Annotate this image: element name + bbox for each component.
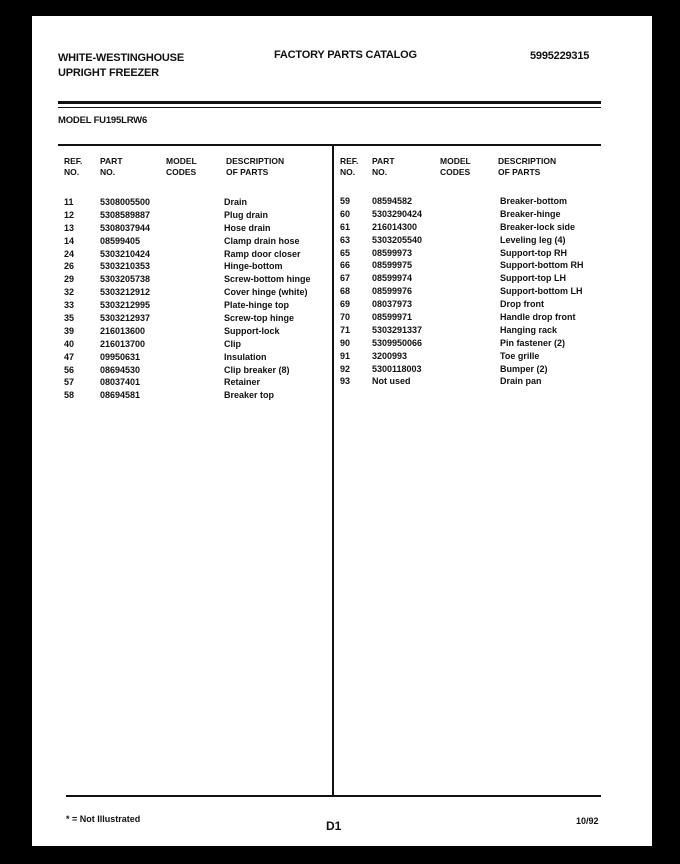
table-row bbox=[340, 285, 602, 298]
part-no: 5308005500 bbox=[100, 197, 151, 207]
part-no: 08599974 bbox=[372, 273, 413, 284]
table-row bbox=[340, 247, 602, 260]
part-description: Toe grille bbox=[500, 350, 540, 361]
part-description: Plug drain bbox=[224, 209, 269, 220]
ref-no: 65 bbox=[340, 247, 351, 258]
ref-no: 71 bbox=[340, 324, 351, 335]
part-description: Drain pan bbox=[500, 376, 542, 387]
table-row bbox=[64, 351, 326, 364]
table-row bbox=[64, 222, 326, 235]
col-part-header-right: PART NO. bbox=[372, 156, 395, 177]
ref-no: 39 bbox=[64, 325, 75, 336]
part-no: 08037973 bbox=[372, 299, 413, 310]
table-row bbox=[64, 248, 326, 261]
part-description: Hinge-bottom bbox=[224, 261, 283, 272]
table-row bbox=[64, 389, 326, 402]
part-no: 5303210353 bbox=[100, 261, 151, 272]
table-row bbox=[340, 337, 602, 350]
table-row bbox=[64, 196, 326, 209]
part-description: Support-top LH bbox=[500, 273, 566, 284]
part-no: 08599405 bbox=[100, 235, 141, 246]
table-row bbox=[64, 273, 326, 286]
part-no: 5303210424 bbox=[100, 248, 151, 259]
header-rule-thin bbox=[58, 107, 601, 108]
part-no: 5303205540 bbox=[372, 234, 423, 245]
parts-table-right bbox=[340, 195, 602, 388]
ref-no: 35 bbox=[64, 313, 75, 324]
table-row bbox=[64, 338, 326, 351]
part-no: 08694530 bbox=[100, 364, 141, 375]
part-no: 08694581 bbox=[100, 390, 141, 401]
part-no: 08037401 bbox=[100, 377, 141, 388]
ref-no: 92 bbox=[340, 363, 351, 374]
header-rule-thick bbox=[58, 101, 601, 104]
part-no: 216014300 bbox=[372, 221, 418, 232]
ref-no: 63 bbox=[340, 234, 351, 245]
ref-no: 93 bbox=[340, 376, 351, 387]
part-no: 5303212937 bbox=[100, 313, 151, 324]
part-description: Drop front bbox=[500, 299, 544, 310]
table-row bbox=[340, 324, 602, 337]
table-row bbox=[340, 311, 602, 324]
brand-line1: WHITE-WESTINGHOUSE bbox=[58, 52, 184, 64]
ref-no: 40 bbox=[64, 338, 75, 349]
catalog-number: 5995229315 bbox=[530, 50, 590, 62]
catalog-title: FACTORY PARTS CATALOG bbox=[274, 49, 417, 61]
ref-no: 11 bbox=[64, 197, 74, 207]
part-description: Hanging rack bbox=[500, 324, 558, 335]
part-no: 3200993 bbox=[372, 350, 408, 361]
part-no: 5303212912 bbox=[100, 287, 151, 298]
part-no: 5303205738 bbox=[100, 274, 151, 285]
column-divider bbox=[332, 146, 334, 796]
col-desc-header-right: DESCRIPTION OF PARTS bbox=[498, 156, 557, 177]
part-no: 08594582 bbox=[372, 196, 413, 206]
ref-no: 56 bbox=[64, 364, 75, 375]
part-description: Support-lock bbox=[224, 325, 280, 336]
ref-no: 61 bbox=[340, 221, 351, 232]
revision-date: 10/92 bbox=[576, 816, 599, 826]
part-no: 5303290424 bbox=[372, 208, 423, 219]
ref-no: 32 bbox=[64, 287, 75, 298]
ref-no: 69 bbox=[340, 299, 351, 310]
part-description: Bumper (2) bbox=[500, 363, 548, 374]
part-description: Clip breaker (8) bbox=[224, 364, 290, 375]
ref-no: 29 bbox=[64, 274, 75, 285]
part-description: Ramp door closer bbox=[224, 248, 301, 259]
part-no: 5300118003 bbox=[372, 363, 422, 374]
part-no: 08599971 bbox=[372, 312, 413, 323]
table-row bbox=[340, 350, 602, 363]
ref-no: 58 bbox=[64, 390, 75, 401]
part-no: 5309950066 bbox=[372, 337, 423, 348]
part-description: Plate-hinge top bbox=[224, 300, 289, 311]
table-row bbox=[340, 221, 602, 234]
part-description: Insulation bbox=[224, 351, 267, 362]
table-row bbox=[64, 376, 326, 389]
table-row bbox=[340, 298, 602, 311]
part-no: 5308589887 bbox=[100, 209, 151, 220]
ref-no: 68 bbox=[340, 286, 351, 297]
part-description: Support-bottom RH bbox=[500, 260, 584, 271]
part-description: Screw-bottom hinge bbox=[224, 274, 311, 285]
part-description: Cover hinge (white) bbox=[224, 287, 308, 298]
part-description: Breaker top bbox=[224, 390, 275, 401]
table-row bbox=[64, 299, 326, 312]
ref-no: 47 bbox=[64, 351, 75, 362]
table-row bbox=[64, 325, 326, 338]
part-no: 5303212995 bbox=[100, 300, 151, 311]
ref-no: 57 bbox=[64, 377, 75, 388]
col-desc-header: DESCRIPTION OF PARTS bbox=[226, 156, 285, 177]
page-number: D1 bbox=[326, 819, 342, 833]
ref-no: 26 bbox=[64, 261, 75, 272]
ref-no: 33 bbox=[64, 300, 75, 311]
footer-rule bbox=[66, 795, 601, 797]
part-no: 216013600 bbox=[100, 325, 146, 336]
part-no: 08599973 bbox=[372, 247, 413, 258]
ref-no: 13 bbox=[64, 222, 75, 233]
ref-no: 90 bbox=[340, 337, 351, 348]
table-row bbox=[340, 234, 602, 247]
col-ref-header-right: REF. NO. bbox=[340, 156, 359, 177]
brand-line2: UPRIGHT FREEZER bbox=[58, 67, 159, 79]
col-part-header: PART NO. bbox=[100, 156, 123, 177]
part-no: 5308037944 bbox=[100, 222, 151, 233]
part-description: Breaker-lock side bbox=[500, 221, 576, 232]
part-no: Not used bbox=[372, 376, 411, 387]
table-row bbox=[340, 208, 602, 221]
part-description: Clip bbox=[224, 338, 241, 349]
table-row bbox=[340, 259, 602, 272]
table-row bbox=[64, 260, 326, 273]
ref-no: 12 bbox=[64, 209, 75, 220]
part-description: Leveling leg (4) bbox=[500, 234, 566, 245]
table-row bbox=[340, 363, 602, 376]
table-top-rule bbox=[58, 144, 601, 146]
ref-no: 66 bbox=[340, 260, 351, 271]
part-description: Pin fastener (2) bbox=[500, 337, 566, 348]
part-no: 216013700 bbox=[100, 338, 146, 349]
part-description: Retainer bbox=[224, 377, 261, 388]
ref-no: 24 bbox=[64, 248, 75, 259]
ref-no: 60 bbox=[340, 208, 351, 219]
part-no: 5303291337 bbox=[372, 324, 423, 335]
part-description: Drain bbox=[224, 197, 248, 207]
table-row bbox=[64, 364, 326, 377]
col-ref-header: REF. NO. bbox=[64, 156, 83, 177]
table-row bbox=[64, 286, 326, 299]
part-description: Breaker-hinge bbox=[500, 208, 561, 219]
part-description: Support-bottom LH bbox=[500, 286, 583, 297]
part-description: Handle drop front bbox=[500, 312, 576, 323]
ref-no: 14 bbox=[64, 235, 75, 246]
ref-no: 70 bbox=[340, 312, 351, 323]
ref-no: 59 bbox=[340, 196, 351, 206]
table-row bbox=[64, 235, 326, 248]
catalog-page bbox=[32, 16, 652, 846]
not-illustrated-note: * = Not Illustrated bbox=[66, 814, 141, 824]
table-row bbox=[340, 375, 602, 388]
part-no: 08599975 bbox=[372, 260, 413, 271]
part-description: Breaker-bottom bbox=[500, 196, 568, 206]
table-row bbox=[64, 209, 326, 222]
table-row bbox=[340, 195, 602, 208]
model-label: MODEL FU195LRW6 bbox=[58, 115, 148, 126]
parts-table-left bbox=[64, 196, 326, 402]
part-no: 09950631 bbox=[100, 351, 141, 362]
col-model-header-right: MODEL CODES bbox=[440, 156, 471, 177]
table-row bbox=[340, 272, 602, 285]
ref-no: 91 bbox=[340, 350, 351, 361]
col-model-header: MODEL CODES bbox=[166, 156, 197, 177]
table-row bbox=[64, 312, 326, 325]
ref-no: 67 bbox=[340, 273, 351, 284]
part-description: Support-top RH bbox=[500, 247, 567, 258]
part-no: 08599976 bbox=[372, 286, 413, 297]
part-description: Screw-top hinge bbox=[224, 313, 295, 324]
part-description: Clamp drain hose bbox=[224, 235, 300, 246]
part-description: Hose drain bbox=[224, 222, 271, 233]
